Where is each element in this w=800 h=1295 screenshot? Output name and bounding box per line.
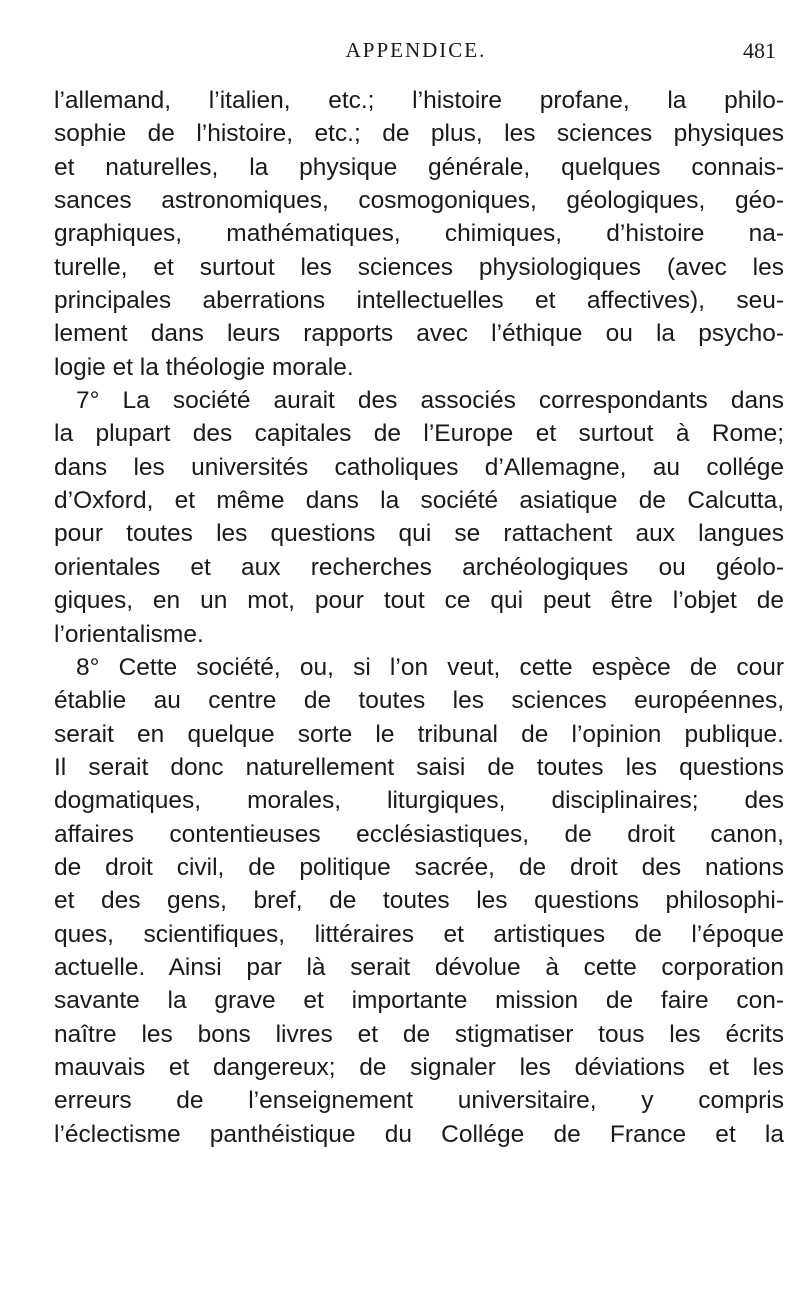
text-line: l’éclectisme panthéistique du Collége de France et la — [54, 1120, 784, 1148]
text-line: établie au centre de toutes les sciences européennes, — [54, 687, 784, 715]
text-line: de droit civil, de politique sacrée, de droit des nations — [54, 853, 784, 881]
text-line: 8° Cette société, ou, si l’on veut, cette espèce de cour — [76, 653, 784, 681]
text-line: l’allemand, l’italien, etc.; l’histoire profane, la philo- — [54, 87, 784, 114]
text-line: principales aberrations intellectuelles et affectives), seu- — [54, 287, 784, 315]
running-title: APPENDICE. — [345, 38, 487, 62]
text-line: 7° La société aurait des associés correspondants dans — [76, 387, 784, 415]
text-line: serait en quelque sorte le tribunal de l’opinion publique. — [54, 720, 784, 748]
text-line: erreurs de l’enseignement universitaire, y compris — [54, 1087, 784, 1115]
text-line: sophie de l’histoire, etc.; de plus, les sciences physiques — [54, 120, 784, 148]
running-head — [56, 38, 776, 68]
text-line: graphiques, mathématiques, chimiques, d’histoire na- — [54, 220, 784, 248]
text-line: la plupart des capitales de l’Europe et surtout à Rome; — [54, 420, 784, 448]
text-line: et des gens, bref, de toutes les questions philosophi- — [54, 887, 784, 915]
text-line: lement dans leurs rapports avec l’éthique ou la psycho- — [54, 320, 784, 348]
text-line: orientales et aux recherches archéologiques ou géolo- — [54, 553, 784, 581]
text-line: dogmatiques, morales, liturgiques, disciplinaires; des — [54, 787, 784, 815]
text-line: ques, scientifiques, littéraires et artistiques de l’époque — [54, 920, 784, 948]
text-line: sances astronomiques, cosmogoniques, géologiques, géo- — [54, 187, 784, 215]
text-line: et naturelles, la physique générale, quelques connais- — [54, 153, 784, 181]
text-line: l’orientalisme. — [54, 620, 204, 648]
text-line: logie et la théologie morale. — [54, 353, 354, 381]
text-line: Il serait donc naturellement saisi de toutes les questions — [54, 753, 784, 781]
body-text — [54, 84, 784, 1151]
text-line: dans les universités catholiques d’Allemagne, au collége — [54, 453, 784, 481]
text-line: pour toutes les questions qui se rattachent aux langues — [54, 520, 784, 548]
text-line: naître les bons livres et de stigmatiser tous les écrits — [54, 1020, 784, 1048]
text-line: affaires contentieuses ecclésiastiques, de droit canon, — [54, 820, 784, 848]
text-line: savante la grave et importante mission de faire con- — [54, 987, 784, 1015]
text-line: mauvais et dangereux; de signaler les déviations et les — [54, 1053, 784, 1081]
text-line: giques, en un mot, pour tout ce qui peut être l’objet de — [54, 587, 784, 615]
text-line: actuelle. Ainsi par là serait dévolue à cette corporation — [54, 953, 784, 981]
text-line: d’Oxford, et même dans la société asiatique de Calcutta, — [54, 487, 784, 515]
text-line: turelle, et surtout les sciences physiologiques (avec les — [54, 253, 784, 281]
page-number: 481 — [743, 38, 776, 63]
